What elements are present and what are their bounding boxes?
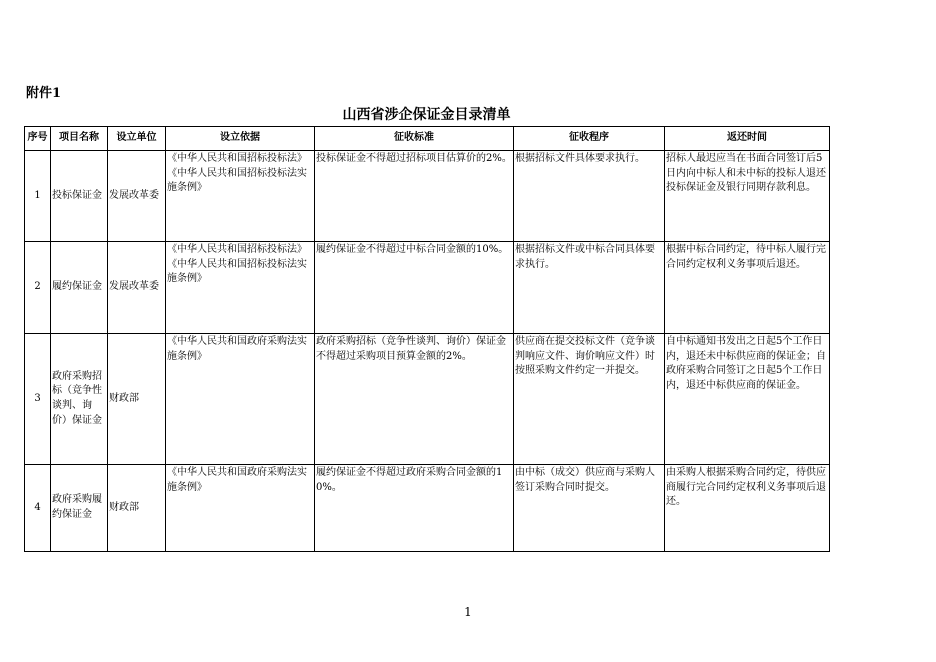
row-no: 1 — [25, 151, 51, 242]
document-title: 山西省涉企保证金目录清单 — [342, 107, 511, 123]
header-name: 项目名称 — [51, 127, 108, 151]
row-name: 政府采购履约保证金 — [51, 465, 108, 552]
table-row — [25, 465, 830, 552]
row-procedure: 由中标（成交）供应商与采购人签订采购合同时提交。 — [514, 465, 665, 552]
row-procedure: 根据招标文件或中标合同具体要求执行。 — [514, 242, 665, 334]
header-basis: 设立依据 — [166, 127, 315, 151]
row-unit: 发展改革委 — [108, 151, 166, 242]
row-no: 4 — [25, 465, 51, 552]
row-basis — [166, 151, 315, 242]
row-standard: 履约保证金不得超过政府采购合同金额的10%。 — [315, 465, 514, 552]
header-refund: 返还时间 — [665, 127, 830, 151]
row-procedure: 供应商在提交投标文件（竞争谈判响应文件、询价响应文件）时按照采购文件约定一并提交。 — [514, 334, 665, 465]
table-row — [25, 242, 830, 334]
row-unit: 财政部 — [108, 465, 166, 552]
attachment-label: 附件1 — [26, 86, 62, 101]
row-unit: 发展改革委 — [108, 242, 166, 334]
table-row — [25, 334, 830, 465]
row-refund: 自中标通知书发出之日起5个工作日内，退还未中标供应商的保证金；自政府采购合同签订之日起5个工作日内，退还中标供应商的保证金。 — [665, 334, 830, 465]
row-no: 2 — [25, 242, 51, 334]
basis-line: 《中华人民共和国政府采购法实施条例》 — [167, 336, 307, 362]
row-procedure: 根据招标文件具体要求执行。 — [514, 151, 665, 242]
basis-line: 《中华人民共和国招标投标法》 《中华人民共和国招标投标法实施条例》 — [167, 153, 307, 194]
table-row — [25, 151, 830, 242]
table-header-row — [25, 127, 830, 151]
row-standard: 履约保证金不得超过中标合同金额的10%。 — [315, 242, 514, 334]
row-standard: 政府采购招标（竞争性谈判、询价）保证金不得超过采购项目预算金额的2%。 — [315, 334, 514, 465]
row-basis — [166, 465, 315, 552]
header-procedure: 征收程序 — [514, 127, 665, 151]
row-basis — [166, 334, 315, 465]
row-standard: 投标保证金不得超过招标项目估算价的2%。 — [315, 151, 514, 242]
row-refund: 由采购人根据采购合同约定，待供应商履行完合同约定权利义务事项后退还。 — [665, 465, 830, 552]
page-number: 1 — [464, 605, 472, 619]
basis-line: 《中华人民共和国招标投标法》 《中华人民共和国招标投标法实施条例》 — [167, 244, 307, 285]
header-standard: 征收标准 — [315, 127, 514, 151]
row-basis — [166, 242, 315, 334]
row-name: 政府采购招标（竞争性谈判、询价）保证金 — [51, 334, 108, 465]
deposit-catalog-table — [24, 126, 830, 552]
row-unit: 财政部 — [108, 334, 166, 465]
row-no: 3 — [25, 334, 51, 465]
header-unit: 设立单位 — [108, 127, 166, 151]
row-name: 投标保证金 — [51, 151, 108, 242]
row-name: 履约保证金 — [51, 242, 108, 334]
basis-line: 《中华人民共和国政府采购法实施条例》 — [167, 467, 307, 493]
row-refund: 根据中标合同约定，待中标人履行完合同约定权利义务事项后退还。 — [665, 242, 830, 334]
row-refund: 招标人最迟应当在书面合同签订后5日内向中标人和未中标的投标人退还投标保证金及银行同期存款利息。 — [665, 151, 830, 242]
header-no: 序号 — [25, 127, 51, 151]
